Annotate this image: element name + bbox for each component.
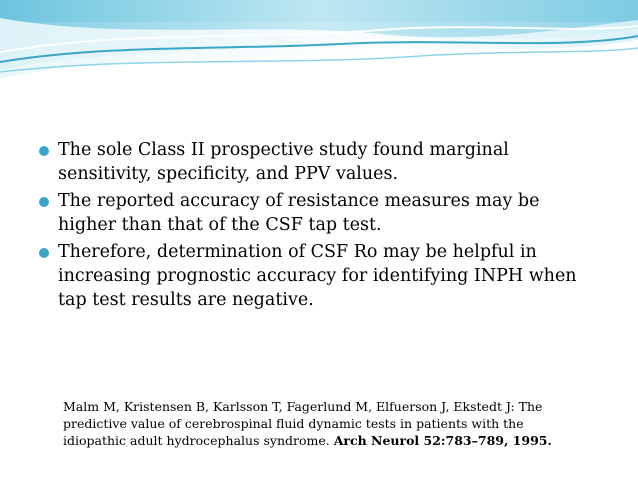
bullet-item — [36, 189, 596, 237]
reference-text: Malm M, Kristensen B, Karlsson T, Fagerlund M, Elfuerson J, Ekstedt J: The predictive value of cerebrospinal fluid dynamic tests in patients with the idiopathic adult hydrocephalus syndrome. — [63, 399, 543, 448]
bullet-icon — [39, 248, 49, 258]
bullet-icon — [39, 197, 49, 207]
bullet-item — [36, 240, 596, 312]
bullet-icon — [39, 146, 49, 156]
bullet-item — [36, 138, 596, 186]
bullet-text: The sole Class II prospective study found marginal sensitivity, specificity, and PPV values. — [58, 140, 509, 184]
reference-citation — [63, 398, 563, 449]
bullet-list — [36, 138, 596, 315]
header-wave-decoration — [0, 0, 638, 90]
bullet-text: The reported accuracy of resistance measures may be higher than that of the CSF tap test. — [58, 191, 540, 235]
bullet-text: Therefore, determination of CSF Ro may be helpful in increasing prognostic accuracy for identifying INPH when tap test results are negative. — [58, 242, 577, 310]
reference-journal: Arch Neurol 52:783–789, 1995. — [333, 433, 552, 448]
